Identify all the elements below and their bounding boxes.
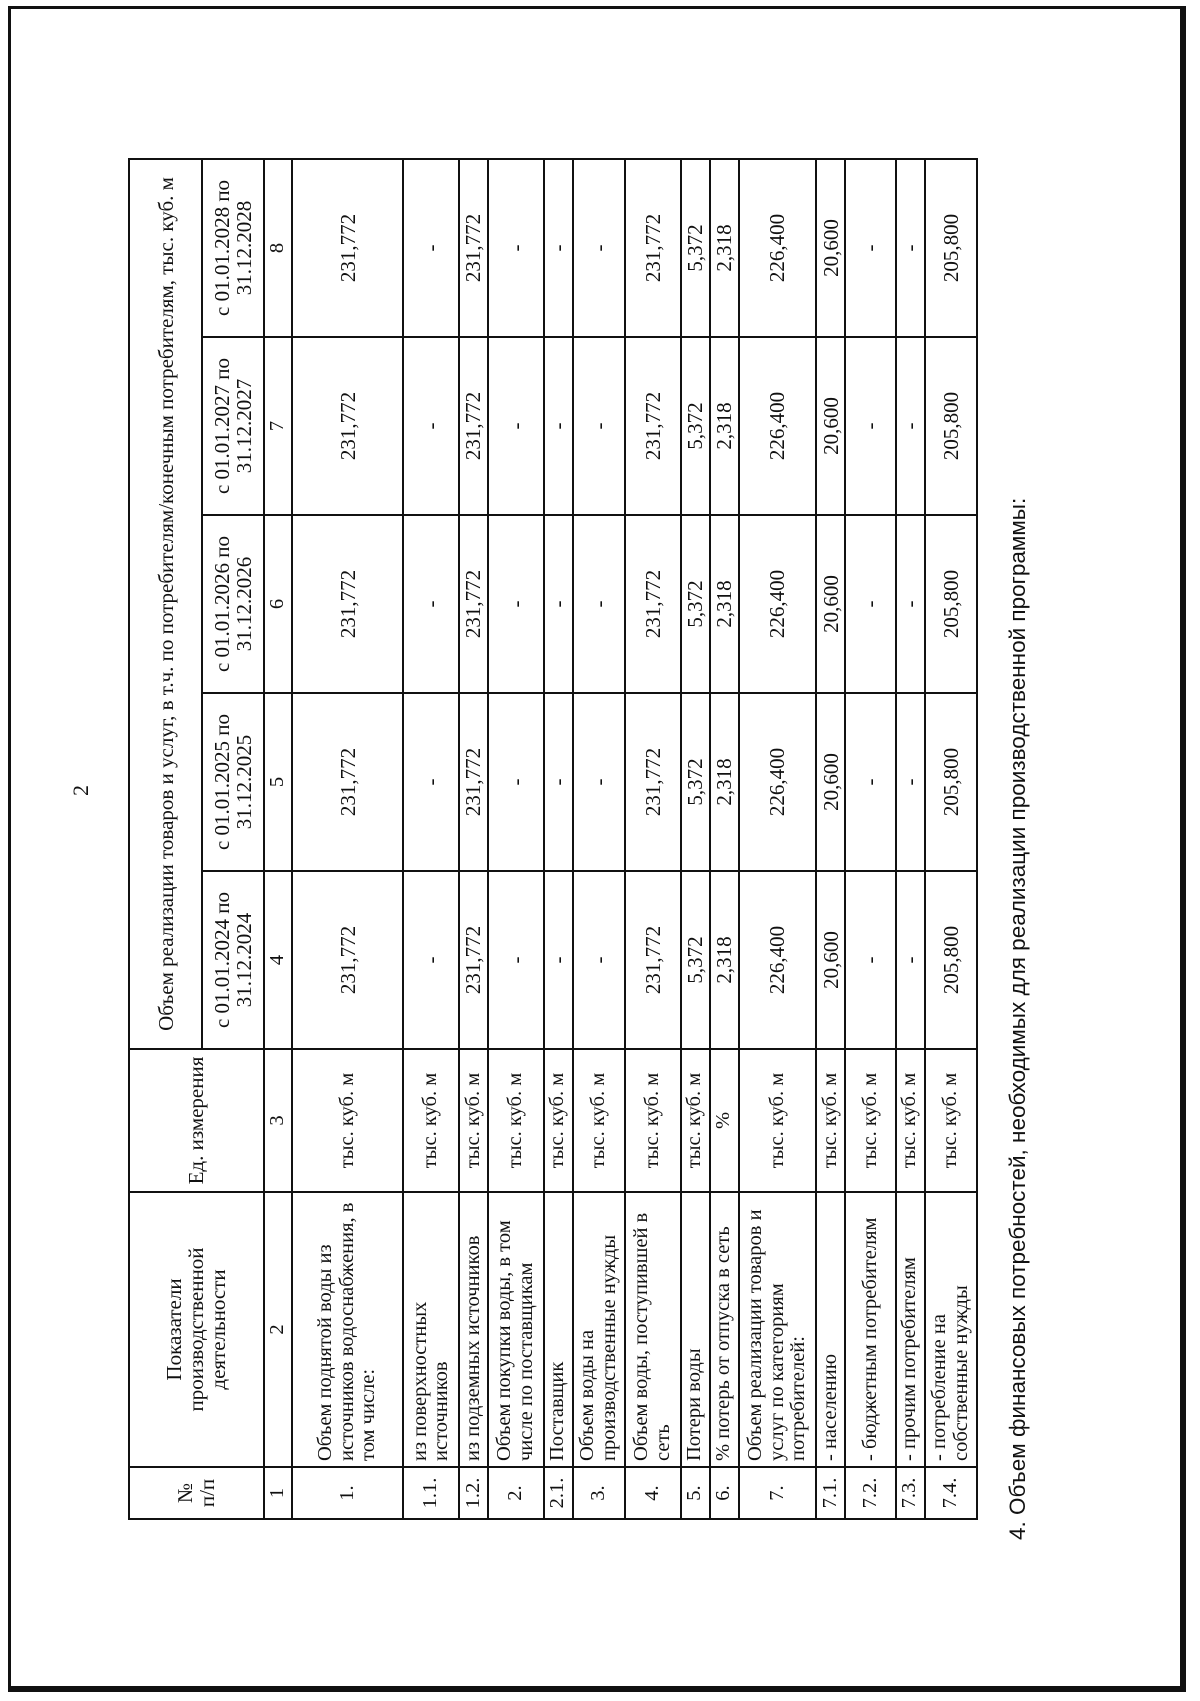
row-unit: тыс. куб. м <box>816 1049 845 1192</box>
row-unit: тыс. куб. м <box>459 1049 488 1192</box>
row-value: - <box>488 337 544 515</box>
column-number: 4 <box>264 871 292 1049</box>
row-value: 231,772 <box>459 693 488 871</box>
row-value: 231,772 <box>459 337 488 515</box>
table-row <box>573 159 625 1519</box>
table-row <box>292 159 403 1519</box>
row-value: - <box>544 159 573 337</box>
row-value: - <box>573 871 625 1049</box>
row-value: 231,772 <box>292 515 403 693</box>
row-value: - <box>845 515 895 693</box>
row-unit: тыс. куб. м <box>403 1049 459 1192</box>
row-indicator: Потери воды <box>681 1192 710 1467</box>
row-number: 5. <box>681 1467 710 1519</box>
row-indicator: Объем воды, поступившей в сеть <box>625 1192 681 1467</box>
table-row <box>816 159 845 1519</box>
row-value: 231,772 <box>459 159 488 337</box>
row-value: 231,772 <box>292 693 403 871</box>
row-unit: % <box>710 1049 739 1192</box>
row-indicator: из поверхностных источников <box>403 1192 459 1467</box>
row-value: - <box>845 871 895 1049</box>
row-value: 205,800 <box>925 693 978 871</box>
row-value: - <box>544 871 573 1049</box>
row-value: - <box>544 693 573 871</box>
row-number: 1.1. <box>403 1467 459 1519</box>
header-period-2026: с 01.01.2026 по 31.12.2026 <box>202 515 263 693</box>
table-row <box>845 159 895 1519</box>
column-number: 3 <box>264 1049 292 1192</box>
row-value: 5,372 <box>681 515 710 693</box>
row-value: 231,772 <box>292 159 403 337</box>
row-value: - <box>573 337 625 515</box>
row-value: - <box>403 871 459 1049</box>
column-number: 8 <box>264 159 292 337</box>
header-period-2025: с 01.01.2025 по 31.12.2025 <box>202 693 263 871</box>
row-value: - <box>573 693 625 871</box>
row-value: 231,772 <box>625 871 681 1049</box>
row-value: 226,400 <box>739 693 817 871</box>
row-value: - <box>896 515 925 693</box>
section-heading: 4. Объем финансовых потребностей, необходимых для реализации производственной программы: <box>1005 497 1030 1540</box>
row-unit: тыс. куб. м <box>292 1049 403 1192</box>
table-row <box>488 159 544 1519</box>
row-unit: тыс. куб. м <box>681 1049 710 1192</box>
header-volume: Объем реализации товаров и услуг, в т.ч. по потребителям/конечным потребителям, тыс. куб. м <box>129 159 202 1049</box>
row-value: 205,800 <box>925 159 978 337</box>
table-row <box>625 159 681 1519</box>
row-number: 7.4. <box>925 1467 978 1519</box>
table-row <box>710 159 739 1519</box>
row-value: 2,318 <box>710 693 739 871</box>
row-value: - <box>573 515 625 693</box>
row-value: 231,772 <box>292 871 403 1049</box>
row-number: 4. <box>625 1467 681 1519</box>
row-value: 2,318 <box>710 515 739 693</box>
row-value: - <box>403 159 459 337</box>
row-value: 5,372 <box>681 871 710 1049</box>
column-number: 1 <box>264 1467 292 1519</box>
row-value: - <box>488 871 544 1049</box>
row-unit: тыс. куб. м <box>488 1049 544 1192</box>
table-row <box>403 159 459 1519</box>
row-value: - <box>488 693 544 871</box>
row-number: 1.2. <box>459 1467 488 1519</box>
row-value: 226,400 <box>739 871 817 1049</box>
row-indicator: Объем поднятой воды из источников водоснабжения, в том числе: <box>292 1192 403 1467</box>
row-value: - <box>488 515 544 693</box>
row-unit: тыс. куб. м <box>625 1049 681 1192</box>
row-value: - <box>845 693 895 871</box>
row-value: 231,772 <box>625 159 681 337</box>
row-indicator: - прочим потребителям <box>896 1192 925 1467</box>
row-value: - <box>896 871 925 1049</box>
row-value: - <box>544 515 573 693</box>
row-value: - <box>488 159 544 337</box>
header-no: № п/п <box>129 1467 264 1519</box>
production-table <box>128 158 978 1520</box>
row-indicator: - потребление на собственные нужды <box>925 1192 978 1467</box>
row-value: 20,600 <box>816 337 845 515</box>
header-unit: Ед. измерения <box>129 1049 264 1192</box>
row-value: 226,400 <box>739 159 817 337</box>
row-unit: тыс. куб. м <box>544 1049 573 1192</box>
table-row <box>739 159 817 1519</box>
column-number: 2 <box>264 1192 292 1467</box>
row-value: - <box>403 515 459 693</box>
row-value: 231,772 <box>625 337 681 515</box>
row-value: 5,372 <box>681 693 710 871</box>
row-indicator: из подземных источников <box>459 1192 488 1467</box>
row-number: 7.3. <box>896 1467 925 1519</box>
row-indicator: % потерь от отпуска в сеть <box>710 1192 739 1467</box>
row-value: 205,800 <box>925 871 978 1049</box>
row-value: 231,772 <box>459 515 488 693</box>
table-row <box>896 159 925 1519</box>
row-value: 231,772 <box>625 515 681 693</box>
row-value: - <box>896 693 925 871</box>
row-number: 3. <box>573 1467 625 1519</box>
row-indicator: Объем покупки воды, в том числе по поставщикам <box>488 1192 544 1467</box>
row-value: - <box>573 159 625 337</box>
row-indicator: Объем воды на производственные нужды <box>573 1192 625 1467</box>
row-value: 2,318 <box>710 159 739 337</box>
row-unit: тыс. куб. м <box>739 1049 817 1192</box>
row-value: - <box>403 337 459 515</box>
row-value: 5,372 <box>681 159 710 337</box>
column-number: 5 <box>264 693 292 871</box>
column-number: 7 <box>264 337 292 515</box>
row-value: 20,600 <box>816 871 845 1049</box>
header-period-2027: с 01.01.2027 по 31.12.2027 <box>202 337 263 515</box>
table-row <box>544 159 573 1519</box>
row-indicator: - населению <box>816 1192 845 1467</box>
row-value: - <box>896 337 925 515</box>
row-value: - <box>845 337 895 515</box>
row-value: 205,800 <box>925 337 978 515</box>
row-value: 231,772 <box>625 693 681 871</box>
row-value: 2,318 <box>710 337 739 515</box>
header-indicator: Показатели производственной деятельности <box>129 1192 264 1467</box>
row-value: 5,372 <box>681 337 710 515</box>
row-value: 226,400 <box>739 337 817 515</box>
row-value: 231,772 <box>292 337 403 515</box>
row-indicator: - бюджетным потребителям <box>845 1192 895 1467</box>
table-row <box>925 159 978 1519</box>
row-indicator: Поставщик <box>544 1192 573 1467</box>
row-number: 1. <box>292 1467 403 1519</box>
row-value: 226,400 <box>739 515 817 693</box>
row-value: - <box>896 159 925 337</box>
header-period-2028: с 01.01.2028 по 31.12.2028 <box>202 159 263 337</box>
row-value: 20,600 <box>816 515 845 693</box>
row-value: 20,600 <box>816 693 845 871</box>
row-value: 20,600 <box>816 159 845 337</box>
column-number: 6 <box>264 515 292 693</box>
row-number: 6. <box>710 1467 739 1519</box>
row-unit: тыс. куб. м <box>896 1049 925 1192</box>
row-number: 2. <box>488 1467 544 1519</box>
row-value: - <box>544 337 573 515</box>
table-row <box>681 159 710 1519</box>
row-unit: тыс. куб. м <box>925 1049 978 1192</box>
table-row <box>459 159 488 1519</box>
row-number: 7. <box>739 1467 817 1519</box>
row-number: 7.1. <box>816 1467 845 1519</box>
row-value: - <box>403 693 459 871</box>
row-number: 7.2. <box>845 1467 895 1519</box>
row-value: - <box>845 159 895 337</box>
header-period-2024: с 01.01.2024 по 31.12.2024 <box>202 871 263 1049</box>
row-value: 205,800 <box>925 515 978 693</box>
row-unit: тыс. куб. м <box>845 1049 895 1192</box>
row-unit: тыс. куб. м <box>573 1049 625 1192</box>
row-value: 231,772 <box>459 871 488 1049</box>
rotated-table-container <box>128 160 978 1520</box>
page-number: 2 <box>68 785 93 796</box>
row-number: 2.1. <box>544 1467 573 1519</box>
row-value: 2,318 <box>710 871 739 1049</box>
row-indicator: Объем реализации товаров и услуг по категориям потребителей: <box>739 1192 817 1467</box>
